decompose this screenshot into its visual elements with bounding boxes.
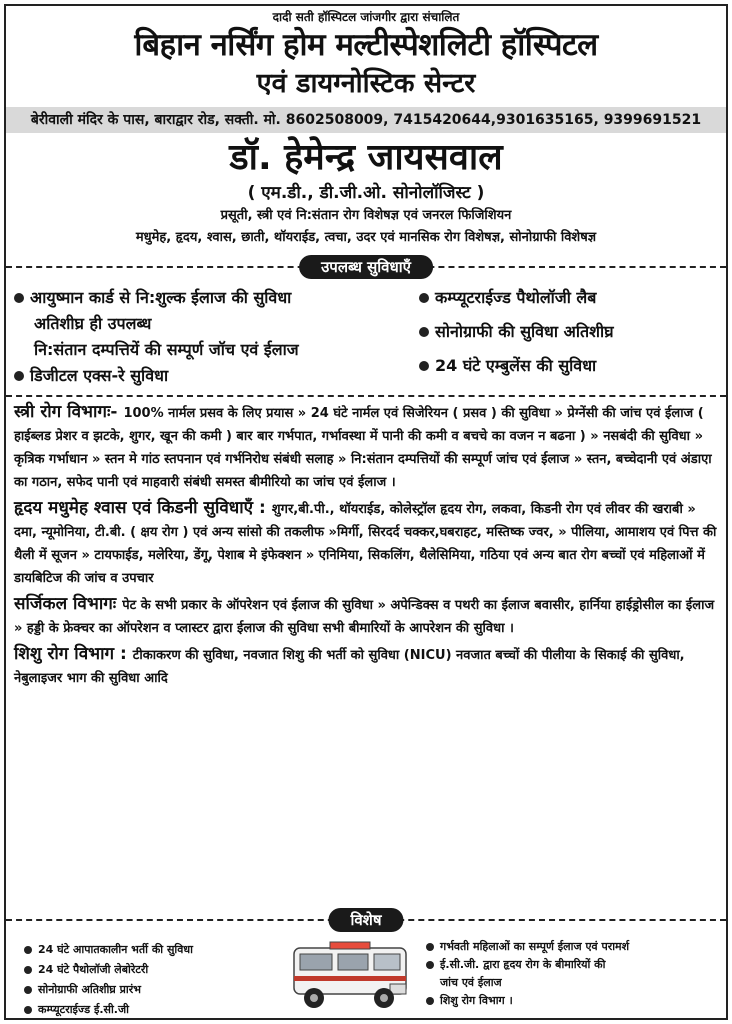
bullet-icon (24, 946, 32, 954)
facilities-heading: उपलब्ध सुविधाएँ (299, 255, 433, 279)
doctor-name: डॉ. हेमेन्द्र जायसवाल (229, 137, 503, 178)
hospital-subtitle: एवं डायग्नोस्टिक सेन्टर (256, 68, 476, 99)
special-divider (6, 908, 726, 932)
special-item: ई.सी.जी. द्वारा हृदय रोग के बीमारियों की (426, 956, 716, 974)
facility-item: अतिशीघ्र ही उपलब्ध (34, 314, 152, 333)
poster (4, 4, 728, 1020)
ambulance-icon (290, 938, 418, 1018)
facilities-right (419, 285, 718, 389)
address-bar: बेरीवाली मंदिर के पास, बाराद्वार रोड, सक्ती. मो. 8602508009, 7415420644,9301635165, 9399691521 (6, 107, 726, 133)
bullet-icon (426, 997, 434, 1005)
special-area (6, 934, 726, 1020)
facility-item: डिजीटल एक्स-रे सुविधा (14, 363, 419, 389)
facility-item: कम्प्यूटराईज्ड पैथोलॉजी लैब (419, 285, 718, 311)
special-item: 24 घंटे आपातकालीन भर्ती की सुविधा (24, 940, 289, 960)
child-title: शिशु रोग विभाग : (14, 644, 127, 664)
bullet-icon (419, 327, 429, 337)
heart-section (6, 497, 726, 590)
gyno-text: 100% नार्मल प्रसव के लिए प्रयास » 24 घंटे नार्मल एवं सिजेरियन ( प्रसव ) की सुविधा » प्रेग्नेंसी की जांच एवं ईलाज ( हाईब्लड प्रेशर व झटके, शुगर, खून की कमी ) बार बार गर्भपात, गर्भावस्था में पानी की कमी व बचचे का वजन न बढना ) » नसबंदी की सुविधा » कृत्रिक गर्भाधान » स्तन मे गांठ स्तपनान एवं गर्भनिरोध संबंधी सलाह » नि:संतान दम्पत्तियों की सम्पूर्ण जांच एवं ईलाज » स्तन, बच्चेदानी एवं अंडाएा का गठान, सफेद पानी एवं माहवारी संबंधी समस्त बीमीरियो का जांच एवं ईलाज । (14, 406, 712, 490)
bullet-icon (24, 1006, 32, 1014)
facility-item: सोनोग्राफी की सुविधा अतिशीघ्र (419, 319, 718, 345)
surgical-text: पेट के सभी प्रकार के ऑपरेशन एवं ईलाज की सुविधा » अपेन्डिक्स व पथरी का ईलाज बवासीर, हार्निया हाईड्रोसील का ईलाज » हड्डी के फ्रेक्चर का ऑपरेशन व प्लास्टर द्वारा ईलाज की सुविधा सभी बीमारियों के आपरेशन की सुविधा । (14, 598, 715, 636)
special-item: कम्प्यूटराईज्ड ई.सी.जी (24, 1000, 289, 1020)
bullet-icon (24, 966, 32, 974)
child-text: टीकाकरण की सुविधा, नवजात शिशु की भर्ती को सुविधा (NICU) नवजात बच्चों की पीलीया के सिकाई की सुविधा, नेबुलाइजर भाग की सुविधा आदि (14, 648, 685, 686)
bullet-icon (419, 361, 429, 371)
bullet-icon (419, 293, 429, 303)
surgical-title: सर्जिकल विभागः (14, 594, 117, 614)
special-item: जांच एवं ईलाज (440, 976, 502, 989)
facilities-left (14, 285, 419, 389)
special-item: शिशु रोग विभाग । (426, 992, 716, 1010)
facilities-divider (6, 255, 726, 279)
bullet-icon (14, 293, 24, 303)
child-section (6, 643, 726, 690)
operator-line: दादी सती हॉस्पिटल जांजगीर द्वारा संचालित (272, 10, 460, 24)
bullet-icon (24, 986, 32, 994)
facility-item: आयुष्मान कार्ड से नि:शुल्क ईलाज की सुविधा (14, 285, 419, 311)
hospital-title: बिहान नर्सिंग होम मल्टीस्पेशलिटी हॉस्पिटल (134, 27, 598, 63)
special-heading: विशेष (328, 908, 403, 932)
doctor-degree: ( एम.डी., डी.जी.ओ. सोनोलॉजिस्ट ) (247, 183, 485, 203)
bullet-icon (14, 371, 24, 381)
doctor-specialty-1: प्रसूती, स्त्री एवं नि:संतान रोग विशेषज्ञ एवं जनरल फिजिशियन (220, 208, 512, 223)
heart-text: शुगर,बी.पी., थॉयराईड, कोलेस्ट्रॉल हृदय रोग, लकवा, किडनी रोग एवं लीवर की खराबी » दमा, न्यूमोनिया, टी.बी. ( क्षय रोग ) एवं अन्य सांसो की तकलीफ »मिर्गी, सिरदर्द चक्कर,घबराहट, मस्तिष्क ज्वर, » पीलिया, आमाशय एवं पित्त की थैली में सूजन » टायफाईड, मलेरिया, डेंगू, पेशाब मे इंफेक्शन » एनिमिया, सिकलिंग, थैलेसिमिया, गठिया एवं अन्य बात रोग बच्चों एवं महिलाओं में डायबिटिज की जांच व उपचार (14, 502, 717, 586)
facilities-list (6, 285, 726, 389)
bullet-icon (426, 943, 434, 951)
section-divider (6, 395, 726, 397)
facility-item: नि:संतान दम्पत्तियें की सम्पूर्ण जॉच एवं ईलाज (34, 340, 299, 359)
special-item: 24 घंटे पैथोलॉजी लेबोरेटरी (24, 960, 289, 980)
bullet-icon (426, 961, 434, 969)
gyno-title: स्त्री रोग विभागः- (14, 402, 118, 422)
special-right-list (426, 938, 716, 1010)
facility-item: 24 घंटे एम्बुलेंस की सुविधा (419, 353, 718, 379)
special-item: सोनोग्राफी अतिशीघ्र प्रारंभ (24, 980, 289, 1000)
special-left-list (24, 940, 289, 1020)
special-item: गर्भवती महिलाओं का सम्पूर्ण ईलाज एवं परामर्श (426, 938, 716, 956)
doctor-specialty-2: मधुमेह, हृदय, श्वास, छाती, थॉयराईड, त्वचा, उदर एवं मानसिक रोग विशेषज्ञ, सोनोग्राफी विशेषज्ञ (135, 230, 597, 245)
heart-title: हृदय मधुमेह श्वास एवं किडनी सुविधाएँ : (14, 498, 266, 518)
surgical-section (6, 593, 726, 640)
gyno-section (6, 401, 726, 494)
